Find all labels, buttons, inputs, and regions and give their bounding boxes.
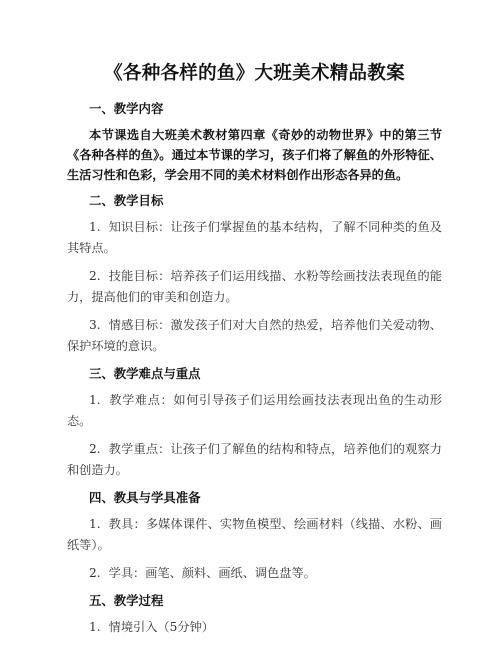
list-item — [67, 563, 442, 584]
document-title: 《各种各样的鱼》大班美术精品教案 — [104, 63, 405, 84]
item-number: 1. — [89, 517, 101, 531]
section-teaching-process — [67, 591, 442, 638]
item-number: 1. — [89, 393, 101, 407]
section-heading: 三、教学难点与重点 — [89, 366, 201, 381]
section-intro-paragraph: 本节课选自大班美术教材第四章《奇妙的动物世界》中的第三节《各种各样的鱼》。通过本节课的学习，孩子们将了解鱼的外形特征、生活习性和色彩，学会用不同的美术材料创作出形态各异的鱼。 — [67, 128, 442, 182]
section-heading: 二、教学目标 — [89, 193, 164, 208]
item-text: 教具：多媒体课件、实物鱼模型、绘画材料（线描、水粉、画纸等）。 — [67, 517, 442, 552]
list-item — [67, 617, 442, 638]
list-item — [67, 390, 442, 432]
list-item — [67, 217, 442, 259]
section-heading: 一、教学内容 — [89, 101, 164, 116]
item-text: 情境引入（5分钟） — [108, 620, 214, 634]
section-difficulties-and-focus — [67, 364, 442, 481]
item-text: 教学难点：如何引导孩子们运用绘画技法表现出鱼的生动形态。 — [67, 393, 442, 428]
section-teaching-goals — [67, 191, 442, 357]
item-text: 学具：画笔、颜料、画纸、调色盘等。 — [108, 566, 316, 580]
section-heading: 四、教具与学具准备 — [89, 490, 201, 505]
item-number: 1. — [89, 220, 101, 234]
item-text: 知识目标：让孩子们掌握鱼的基本结构，了解不同种类的鱼及其特点。 — [67, 220, 442, 255]
section-heading: 五、教学过程 — [89, 593, 164, 608]
item-number: 2. — [89, 442, 101, 456]
list-item — [67, 266, 442, 308]
list-item — [67, 439, 442, 481]
item-text: 技能目标：培养孩子们运用线描、水粉等绘画技法表现鱼的能力，提高他们的审美和创造力。 — [67, 269, 442, 304]
item-text: 情感目标：激发孩子们对大自然的热爱，培养他们关爱动物、保护环境的意识。 — [67, 318, 442, 353]
section-teaching-content — [67, 99, 442, 185]
section-materials-preparation — [67, 488, 442, 584]
list-item — [67, 514, 442, 556]
item-text: 教学重点：让孩子们了解鱼的结构和特点，培养他们的观察力和创造力。 — [67, 442, 442, 477]
item-number: 1. — [89, 620, 101, 634]
item-number: 2. — [89, 269, 101, 283]
item-number: 3. — [89, 318, 101, 332]
document-body — [67, 99, 442, 638]
list-item — [67, 315, 442, 357]
item-number: 2. — [89, 566, 101, 580]
